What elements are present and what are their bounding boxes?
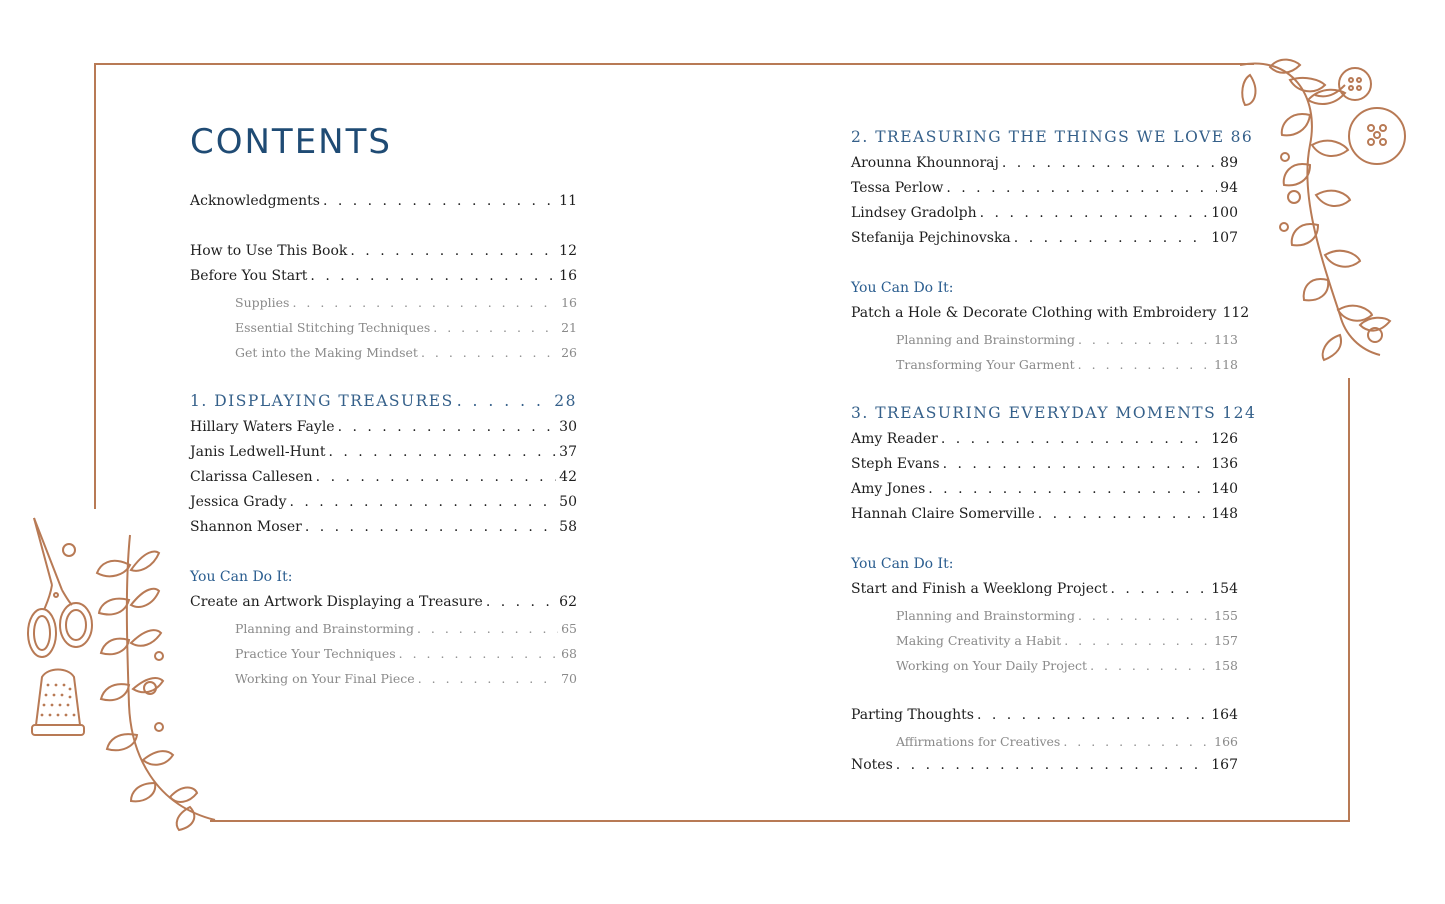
toc-subentry[interactable] [851, 332, 1238, 347]
entry-label: How to Use This Book [190, 243, 348, 259]
toc-subentry[interactable] [190, 671, 577, 686]
section-label: 2. TREASURING THE THINGS WE LOVE [851, 128, 1225, 146]
toc-subentry[interactable] [851, 608, 1238, 623]
entry-page: 158 [1214, 658, 1238, 673]
toc-subentry[interactable] [851, 734, 1238, 749]
entry-page: 58 [559, 519, 577, 535]
entry-page: 167 [1211, 757, 1238, 773]
toc-entry[interactable] [851, 456, 1238, 472]
entry-page: 26 [561, 345, 577, 360]
toc-subentry[interactable] [851, 658, 1238, 673]
frame-top-line [94, 63, 1254, 65]
entry-label: Essential Stitching Techniques [235, 320, 431, 335]
entry-label: Before You Start [190, 268, 308, 284]
entry-page: 166 [1214, 734, 1238, 749]
page-title: CONTENTS [190, 122, 392, 162]
toc-entry[interactable] [851, 481, 1238, 497]
toc-section-heading[interactable] [851, 404, 1257, 422]
entry-page: 30 [559, 419, 577, 435]
button-icon [1345, 104, 1409, 168]
entry-page: 155 [1214, 608, 1238, 623]
toc-entry[interactable] [190, 444, 577, 460]
entry-page: 154 [1211, 581, 1238, 597]
entry-page: 136 [1211, 456, 1238, 472]
toc-entry[interactable] [190, 193, 577, 209]
entry-label: Start and Finish a Weeklong Project [851, 581, 1108, 597]
entry-label: Working on Your Final Piece [235, 671, 415, 686]
entry-page: 118 [1214, 357, 1238, 372]
section-page: 28 [554, 392, 577, 410]
toc-subentry[interactable] [190, 621, 577, 636]
toc-entry[interactable] [190, 494, 577, 510]
toc-entry[interactable] [190, 594, 577, 610]
toc-entry[interactable] [851, 305, 1250, 321]
entry-label: Arounna Khounnoraj [851, 155, 999, 171]
entry-label: Steph Evans [851, 456, 940, 472]
entry-label: Planning and Brainstorming [896, 608, 1075, 623]
entry-label: Janis Ledwell-Hunt [190, 444, 326, 460]
toc-subentry[interactable] [190, 295, 577, 310]
toc-entry[interactable] [851, 205, 1238, 221]
toc-section-heading[interactable] [851, 128, 1254, 146]
you-can-do-it-heading: You Can Do It: [190, 569, 293, 585]
toc-subentry[interactable] [190, 646, 577, 661]
entry-page: 126 [1211, 431, 1238, 447]
thimble-icon [28, 665, 88, 740]
entry-page: 21 [561, 320, 577, 335]
entry-label: Parting Thoughts [851, 707, 974, 723]
entry-page: 70 [561, 671, 577, 686]
entry-label: Planning and Brainstorming [235, 621, 414, 636]
toc-subentry[interactable] [851, 357, 1238, 372]
entry-label: Affirmations for Creatives [896, 734, 1061, 749]
button-icon [1335, 64, 1375, 104]
entry-label: Notes [851, 757, 893, 773]
entry-label: Tessa Perlow [851, 180, 944, 196]
scissors-icon [22, 515, 97, 665]
you-can-do-it-heading: You Can Do It: [851, 556, 954, 572]
entry-label: Shannon Moser [190, 519, 302, 535]
toc-entry[interactable] [851, 230, 1238, 246]
entry-page: 140 [1211, 481, 1238, 497]
toc-entry[interactable] [190, 268, 577, 284]
entry-page: 100 [1211, 205, 1238, 221]
toc-entry[interactable] [851, 757, 1238, 773]
entry-page: 11 [559, 193, 577, 209]
entry-label: Lindsey Gradolph [851, 205, 977, 221]
entry-page: 62 [559, 594, 577, 610]
toc-entry[interactable] [851, 431, 1238, 447]
entry-page: 65 [561, 621, 577, 636]
entry-page: 37 [559, 444, 577, 460]
section-page: 86 [1230, 128, 1254, 146]
you-can-do-it-heading: You Can Do It: [851, 280, 954, 296]
toc-entry[interactable] [190, 419, 577, 435]
frame-right-line [1348, 378, 1350, 822]
entry-page: 148 [1211, 506, 1238, 522]
entry-page: 112 [1222, 305, 1250, 321]
toc-section-heading[interactable] [190, 392, 577, 410]
entry-page: 94 [1220, 180, 1238, 196]
entry-label: Acknowledgments [190, 193, 320, 209]
entry-page: 42 [559, 469, 577, 485]
entry-page: 157 [1214, 633, 1238, 648]
entry-label: Hannah Claire Somerville [851, 506, 1035, 522]
toc-entry[interactable] [190, 519, 577, 535]
frame-bottom-line [210, 820, 1350, 822]
entry-page: 89 [1220, 155, 1238, 171]
entry-page: 68 [561, 646, 577, 661]
frame-left-line [94, 63, 96, 509]
section-label: 3. TREASURING EVERYDAY MOMENTS [851, 404, 1217, 422]
entry-page: 113 [1214, 332, 1238, 347]
entry-label: Working on Your Daily Project [896, 658, 1088, 673]
entry-label: Practice Your Techniques [235, 646, 396, 661]
entry-page: 164 [1211, 707, 1238, 723]
entry-page: 12 [559, 243, 577, 259]
toc-entry[interactable] [851, 707, 1238, 723]
toc-entry[interactable] [851, 180, 1238, 196]
entry-label: Making Creativity a Habit [896, 633, 1062, 648]
section-label: 1. DISPLAYING TREASURES [190, 392, 454, 410]
toc-subentry[interactable] [190, 320, 577, 335]
entry-page: 50 [559, 494, 577, 510]
entry-label: Stefanija Pejchinovska [851, 230, 1011, 246]
entry-label: Transforming Your Garment [896, 357, 1075, 372]
entry-label: Jessica Grady [190, 494, 287, 510]
section-page: 124 [1222, 404, 1257, 422]
entry-label: Amy Jones [851, 481, 926, 497]
toc-entry[interactable] [851, 506, 1238, 522]
entry-label: Supplies [235, 295, 290, 310]
entry-label: Hillary Waters Fayle [190, 419, 335, 435]
toc-subentry[interactable] [851, 633, 1238, 648]
leaf-vine-icon [1230, 55, 1430, 365]
entry-label: Create an Artwork Displaying a Treasure [190, 594, 483, 610]
entry-label: Get into the Making Mindset [235, 345, 418, 360]
entry-page: 107 [1211, 230, 1238, 246]
toc-entry[interactable] [851, 155, 1238, 171]
entry-page: 16 [561, 295, 577, 310]
entry-label: Patch a Hole & Decorate Clothing with Embroidery [851, 305, 1217, 321]
entry-label: Planning and Brainstorming [896, 332, 1075, 347]
toc-entry[interactable] [190, 243, 577, 259]
entry-label: Amy Reader [851, 431, 938, 447]
entry-label: Clarissa Callesen [190, 469, 313, 485]
toc-subentry[interactable] [190, 345, 577, 360]
entry-page: 16 [559, 268, 577, 284]
toc-entry[interactable] [851, 581, 1238, 597]
toc-entry[interactable] [190, 469, 577, 485]
